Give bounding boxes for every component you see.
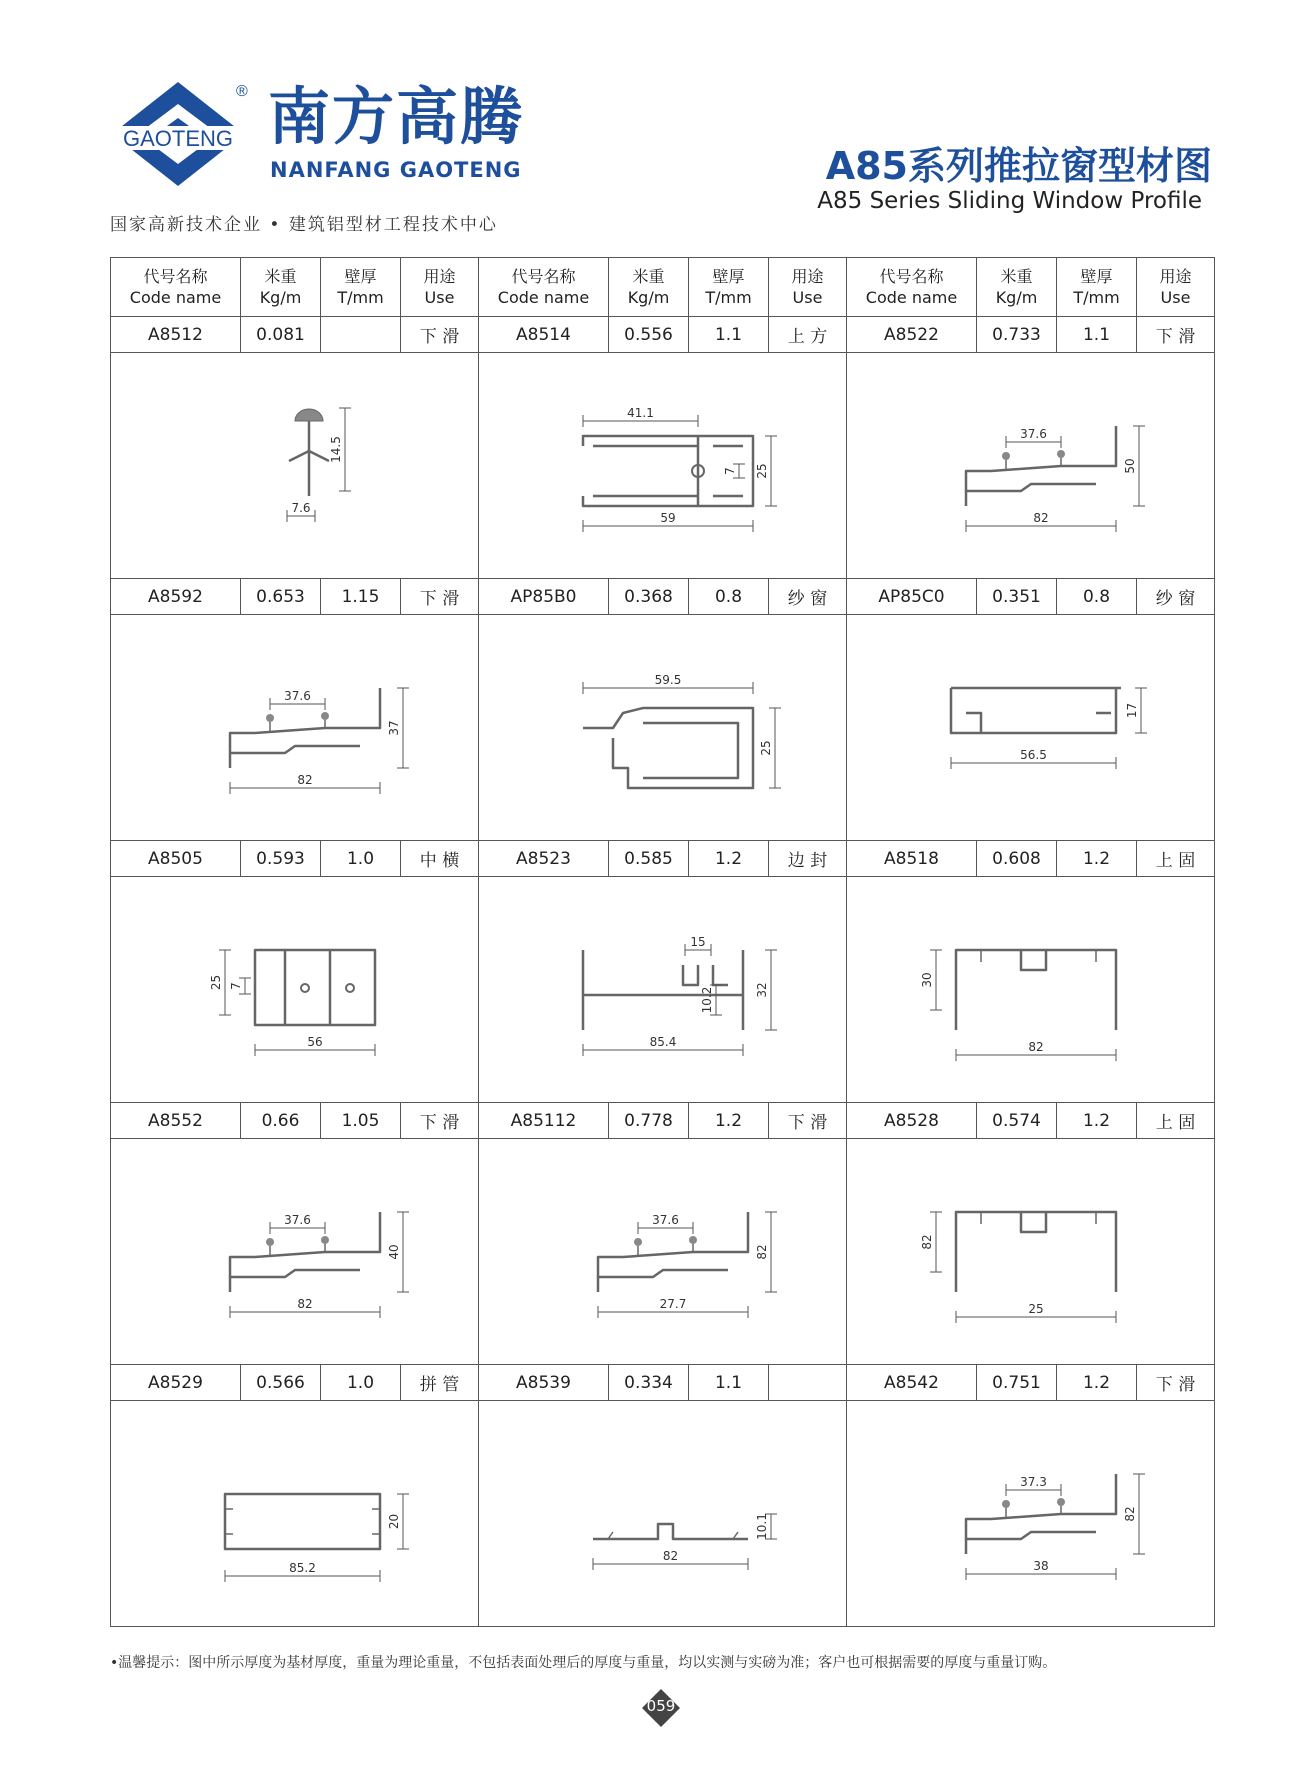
profile-drawing — [847, 877, 1215, 1103]
code-cell: AP85B0 — [479, 579, 609, 615]
svg-text:20: 20 — [386, 1513, 401, 1529]
screen-sash-profile-icon — [513, 628, 813, 828]
header-thickness: 壁厚 T/mm — [1057, 258, 1137, 317]
header-weight: 米重 Kg/m — [977, 258, 1057, 317]
profile-drawing — [111, 1139, 479, 1365]
code-cell: A8528 — [847, 1103, 977, 1139]
code-cell: A8552 — [111, 1103, 241, 1139]
page-number: 059 — [646, 1697, 676, 1715]
use-cell: 下 滑 — [1137, 317, 1215, 353]
svg-text:41.1: 41.1 — [626, 405, 654, 420]
weight-cell: 0.556 — [609, 317, 689, 353]
thickness-cell: 1.0 — [321, 1365, 401, 1401]
svg-text:56.5: 56.5 — [1019, 747, 1047, 762]
code-cell: A8542 — [847, 1365, 977, 1401]
bottom-rail-profile-icon — [881, 1414, 1181, 1614]
profile-drawing — [111, 615, 479, 841]
header-thickness: 壁厚 T/mm — [321, 258, 401, 317]
svg-text:59: 59 — [659, 510, 676, 525]
weight-cell: 0.585 — [609, 841, 689, 877]
code-cell: A8512 — [111, 317, 241, 353]
svg-text:82: 82 — [296, 1296, 313, 1311]
channel-profile-icon — [881, 1152, 1181, 1352]
header-thickness: 壁厚 T/mm — [689, 258, 769, 317]
weight-cell: 0.574 — [977, 1103, 1057, 1139]
use-cell — [769, 1365, 847, 1401]
header-code: 代号名称 Code name — [111, 258, 241, 317]
header-weight: 米重 Kg/m — [241, 258, 321, 317]
svg-text:37.6: 37.6 — [283, 1212, 311, 1227]
svg-text:40: 40 — [386, 1243, 401, 1260]
use-cell: 下 滑 — [401, 579, 479, 615]
header-code: 代号名称 Code name — [847, 258, 977, 317]
top-frame-profile-icon — [513, 366, 813, 566]
weight-cell: 0.368 — [609, 579, 689, 615]
slogan: 国家高新技术企业 • 建筑铝型材工程技术中心 — [110, 215, 498, 235]
use-cell: 上 固 — [1137, 841, 1215, 877]
flat-strip-profile-icon — [513, 1414, 813, 1614]
svg-text:25: 25 — [1027, 1301, 1044, 1316]
profile-drawing-row — [111, 615, 1215, 841]
bottom-rail-profile-icon — [881, 366, 1181, 566]
use-cell: 边 封 — [769, 841, 847, 877]
page-subtitle: A85 Series Sliding Window Profile — [817, 188, 1202, 214]
profile-drawing — [111, 353, 479, 579]
use-cell: 下 滑 — [401, 317, 479, 353]
footnote: •温馨提示：图中所示厚度为基材厚度，重量为理论重量，不包括表面处理后的厚度与重量，均以实测与实磅为准；客户也可根据需要的厚度与重量订购。 — [110, 1655, 1057, 1671]
svg-text:25: 25 — [754, 462, 769, 479]
weight-cell: 0.593 — [241, 841, 321, 877]
profile-drawing — [479, 1139, 847, 1365]
thickness-cell: 1.1 — [689, 1365, 769, 1401]
bottom-rail-profile-icon — [145, 1152, 445, 1352]
svg-text:82: 82 — [662, 1548, 678, 1563]
use-cell: 上 方 — [769, 317, 847, 353]
svg-text:7: 7 — [228, 981, 243, 990]
thickness-cell: 1.05 — [321, 1103, 401, 1139]
use-cell: 纱 窗 — [769, 579, 847, 615]
svg-text:®: ® — [236, 83, 248, 100]
header-code: 代号名称 Code name — [479, 258, 609, 317]
code-cell: A8539 — [479, 1365, 609, 1401]
svg-text:7: 7 — [722, 466, 737, 475]
svg-text:7.6: 7.6 — [290, 500, 311, 515]
svg-text:82: 82 — [1122, 1505, 1137, 1522]
svg-text:82: 82 — [1032, 510, 1049, 525]
thickness-cell: 1.2 — [1057, 1365, 1137, 1401]
profile-drawing-row — [111, 877, 1215, 1103]
svg-text:82: 82 — [919, 1233, 934, 1250]
svg-text:10.1: 10.1 — [754, 1512, 769, 1540]
thickness-cell: 1.2 — [1057, 841, 1137, 877]
svg-text:14.5: 14.5 — [328, 435, 343, 463]
svg-text:25: 25 — [758, 739, 773, 756]
code-cell: A8514 — [479, 317, 609, 353]
svg-text:GAOTENG: GAOTENG — [122, 126, 234, 151]
table-row — [111, 579, 1215, 615]
mullion-profile-icon — [145, 890, 445, 1090]
table-row — [111, 841, 1215, 877]
svg-text:27.7: 27.7 — [659, 1296, 686, 1311]
thickness-cell — [321, 317, 401, 353]
profile-drawing — [847, 1401, 1215, 1627]
thickness-cell: 0.8 — [1057, 579, 1137, 615]
svg-text:25: 25 — [208, 974, 223, 990]
code-cell: AP85C0 — [847, 579, 977, 615]
profile-table — [110, 257, 1215, 1627]
code-cell: A85112 — [479, 1103, 609, 1139]
thickness-cell: 1.15 — [321, 579, 401, 615]
thickness-cell: 0.8 — [689, 579, 769, 615]
weight-cell: 0.751 — [977, 1365, 1057, 1401]
weight-cell: 0.566 — [241, 1365, 321, 1401]
code-cell: A8522 — [847, 317, 977, 353]
svg-text:37.6: 37.6 — [1019, 426, 1047, 441]
weight-cell: 0.653 — [241, 579, 321, 615]
header-use: 用途 Use — [1137, 258, 1215, 317]
thickness-cell: 1.2 — [689, 1103, 769, 1139]
svg-text:50: 50 — [1122, 457, 1137, 474]
table-row — [111, 317, 1215, 353]
weight-cell: 0.733 — [977, 317, 1057, 353]
code-cell: A8523 — [479, 841, 609, 877]
svg-text:38: 38 — [1032, 1558, 1049, 1573]
tube-profile-icon — [145, 1414, 445, 1614]
svg-text:30: 30 — [919, 971, 934, 988]
svg-text:37.3: 37.3 — [1019, 1474, 1047, 1489]
thickness-cell: 1.2 — [1057, 1103, 1137, 1139]
header-use: 用途 Use — [401, 258, 479, 317]
table-header-row — [111, 258, 1215, 317]
use-cell: 下 滑 — [1137, 1365, 1215, 1401]
svg-text:82: 82 — [296, 772, 313, 787]
svg-text:85.4: 85.4 — [649, 1034, 676, 1049]
profile-drawing — [847, 353, 1215, 579]
svg-text:56: 56 — [306, 1034, 323, 1049]
weight-cell: 0.608 — [977, 841, 1057, 877]
svg-text:37.6: 37.6 — [651, 1212, 679, 1227]
thickness-cell: 1.1 — [1057, 317, 1137, 353]
use-cell: 下 滑 — [769, 1103, 847, 1139]
profile-drawing — [847, 1139, 1215, 1365]
weight-cell: 0.66 — [241, 1103, 321, 1139]
thickness-cell: 1.0 — [321, 841, 401, 877]
svg-text:17: 17 — [1124, 702, 1139, 718]
code-cell: A8529 — [111, 1365, 241, 1401]
use-cell: 纱 窗 — [1137, 579, 1215, 615]
profile-drawing — [479, 353, 847, 579]
page-title: A85系列推拉窗型材图 — [825, 144, 1212, 188]
profile-drawing — [479, 1401, 847, 1627]
weight-cell: 0.778 — [609, 1103, 689, 1139]
header-weight: 米重 Kg/m — [609, 258, 689, 317]
code-cell: A8592 — [111, 579, 241, 615]
side-seal-profile-icon — [513, 890, 813, 1090]
profile-drawing-row — [111, 353, 1215, 579]
weight-cell: 0.334 — [609, 1365, 689, 1401]
svg-text:10.2: 10.2 — [699, 986, 714, 1013]
table-row — [111, 1365, 1215, 1401]
profile-drawing — [479, 877, 847, 1103]
profile-drawing — [479, 615, 847, 841]
thickness-cell: 1.2 — [689, 841, 769, 877]
bottom-rail-profile-icon — [513, 1152, 813, 1352]
screen-frame-profile-icon — [881, 628, 1181, 828]
svg-text:82: 82 — [1027, 1039, 1044, 1054]
svg-text:85.2: 85.2 — [288, 1560, 316, 1575]
brand-name-en: NANFANG GAOTENG — [270, 158, 522, 182]
header-use: 用途 Use — [769, 258, 847, 317]
use-cell: 下 滑 — [401, 1103, 479, 1139]
t-rail-profile-icon — [145, 366, 445, 566]
weight-cell: 0.081 — [241, 317, 321, 353]
svg-text:32: 32 — [754, 981, 769, 998]
use-cell: 中 横 — [401, 841, 479, 877]
svg-text:37.6: 37.6 — [283, 688, 311, 703]
bottom-rail-profile-icon — [145, 628, 445, 828]
profile-drawing — [111, 1401, 479, 1627]
brand-name-cn: 南方高腾 — [268, 80, 525, 153]
code-cell: A8518 — [847, 841, 977, 877]
use-cell: 上 固 — [1137, 1103, 1215, 1139]
profile-drawing — [111, 877, 479, 1103]
use-cell: 拼 管 — [401, 1365, 479, 1401]
svg-text:59.5: 59.5 — [654, 672, 681, 687]
svg-text:15: 15 — [689, 934, 706, 949]
profile-drawing-row — [111, 1139, 1215, 1365]
thickness-cell: 1.1 — [689, 317, 769, 353]
profile-drawing — [847, 615, 1215, 841]
table-row — [111, 1103, 1215, 1139]
code-cell: A8505 — [111, 841, 241, 877]
svg-text:37: 37 — [386, 719, 401, 736]
channel-profile-icon — [881, 890, 1181, 1090]
weight-cell: 0.351 — [977, 579, 1057, 615]
gaoteng-logo-icon — [108, 78, 248, 196]
svg-text:82: 82 — [754, 1243, 769, 1260]
profile-drawing-row — [111, 1401, 1215, 1627]
